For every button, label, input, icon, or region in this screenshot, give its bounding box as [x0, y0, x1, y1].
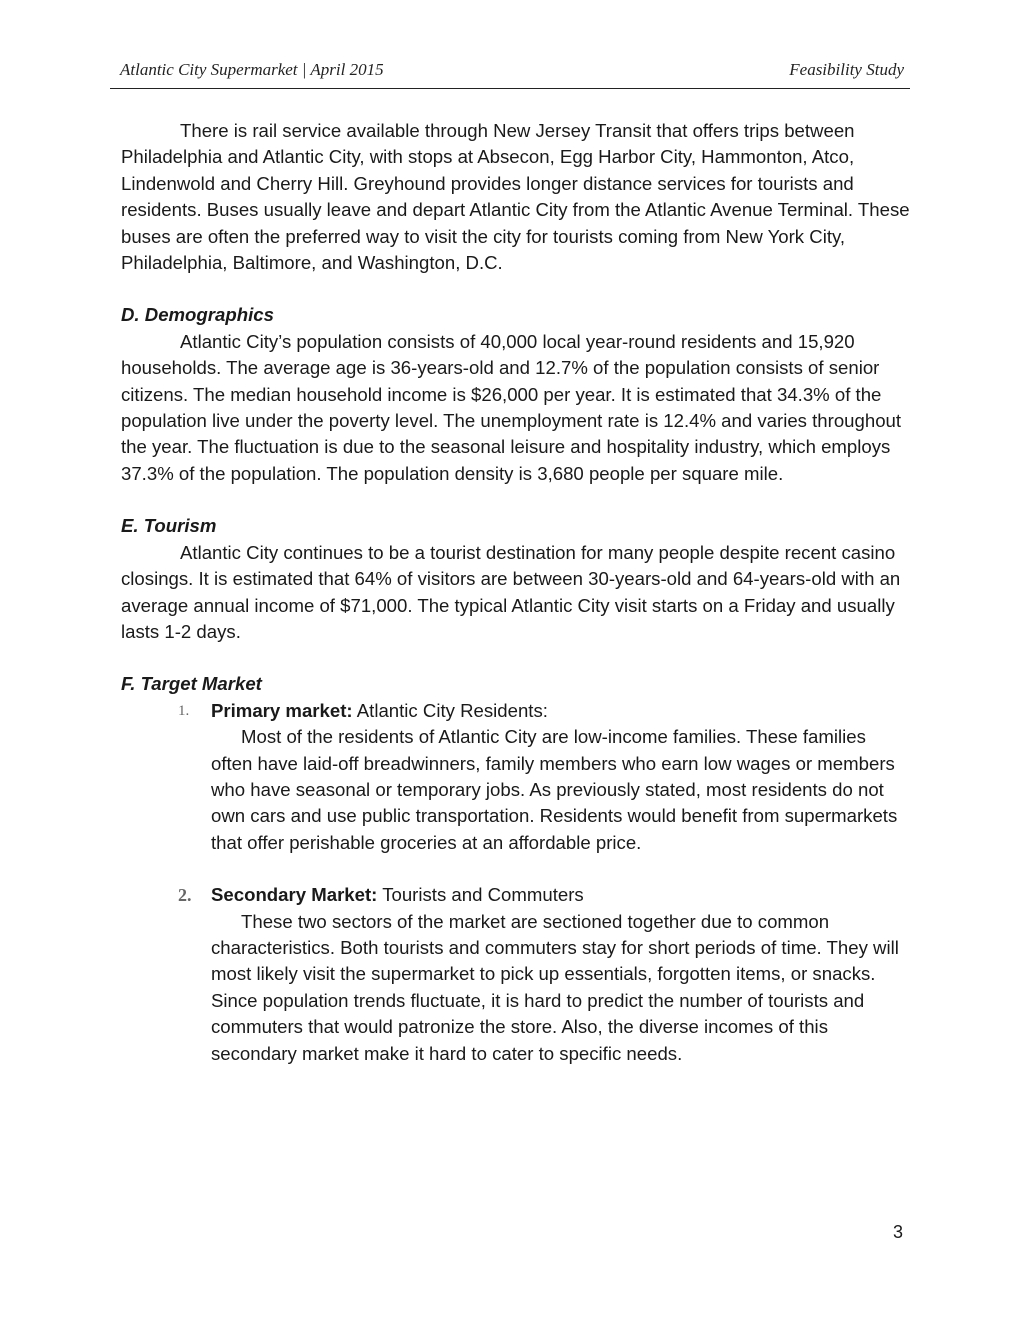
list-item-number: 2. — [178, 885, 192, 906]
header-document-type: Feasibility Study — [789, 60, 904, 79]
list-item-heading — [211, 698, 911, 724]
list-item-subject: Atlantic City Residents: — [352, 699, 548, 721]
tourism-paragraph: Atlantic City continues to be a tourist destination for many people despite recent casino closings. It is estimated that 64% of visitors are between 30-years-old and 64-years-old with an average annual income of $71,000. The typical Atlantic City visit starts on a Friday and usually lasts 1-2 days. — [121, 541, 901, 642]
demographics-paragraph: Atlantic City’s population consists of 40,000 local year-round residents and 15,920 households. The average age is 36-years-old and 12.7% of the population consists of senior citizens. The median household income is $26,000 per year. It is estimated that 34.3% of the population live under the poverty level. The unemployment rate is 12.4% and varies throughout the year. The fluctuation is due to the seasonal leisure and hospitality industry, which employs 37.3% of the population. The population density is 3,680 people per square mile. — [121, 330, 902, 484]
list-item — [178, 698, 911, 856]
list-item-number: 1. — [178, 702, 190, 719]
page-header — [110, 58, 910, 89]
header-document-title: Atlantic City Supermarket | April 2015 — [120, 60, 384, 79]
page-body — [121, 118, 911, 1067]
list-item-heading — [211, 882, 911, 908]
page-number: 3 — [892, 1222, 903, 1242]
section-heading-target-market: F. Target Market — [121, 673, 262, 695]
section-heading-demographics: D. Demographics — [121, 304, 274, 326]
list-item — [178, 882, 911, 1067]
list-item-body: These two sectors of the market are sectioned together due to common characteristics. Both tourists and commuters stay for short periods of time. They will most likely visit the supermarket to pick up essentials, forgotten items, or snacks. Since population trends fluctuate, it is hard to predict the number of tourists and commuters that would patronize the store. Also, the diverse incomes of this secondary market make it hard to cater to specific needs. — [211, 910, 899, 1064]
list-item-body: Most of the residents of Atlantic City are low-income families. These families often have laid-off breadwinners, family members who earn low wages or members who have seasonal or temporary jobs. As previously stated, most residents do not own cars and use public transportation. Residents would benefit from supermarkets that offer perishable groceries at an affordable price. — [211, 726, 898, 853]
intro-paragraph: There is rail service available through New Jersey Transit that offers trips between Philadelphia and Atlantic City, with stops at Absecon, Egg Harbor City, Hammonton, Atco, Lindenwold and Cherry Hill. Greyhound provides longer distance services for tourists and residents. Buses usually leave and depart Atlantic City from the Atlantic Avenue Terminal. These buses are often the preferred way to visit the city for tourists coming from New York City, Philadelphia, Baltimore, and Washington, D.C. — [121, 120, 910, 274]
target-market-list — [178, 698, 911, 1067]
list-item-label: Primary market: — [211, 699, 353, 721]
section-heading-tourism: E. Tourism — [121, 515, 217, 537]
list-item-subject: Tourists and Commuters — [377, 884, 584, 906]
list-item-label: Secondary Market: — [211, 884, 378, 906]
